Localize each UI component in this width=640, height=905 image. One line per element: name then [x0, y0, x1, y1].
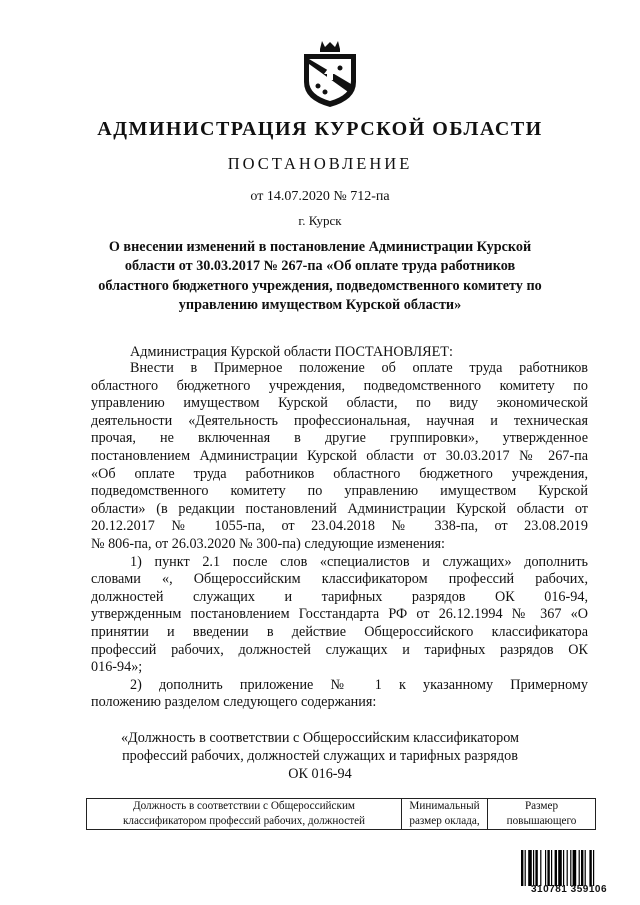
- body-line: должностей служащих и тарифных разрядов ОК 016-94,: [91, 589, 588, 605]
- body-line: утвержденным постановлением Госстандарта РФ от 26.12.1994 № 367 «О: [91, 606, 588, 622]
- body-line: профессий рабочих, должностей служащих и тарифных разрядов ОК: [91, 642, 588, 658]
- table-header-min-salary: Минимальный размер оклада,: [402, 799, 488, 830]
- document-date-number: от 14.07.2020 № 712-па: [250, 189, 390, 204]
- document-title: [0, 238, 640, 315]
- body-line: областного бюджетного учреждения, подведомственного комитету по: [91, 378, 588, 394]
- section-heading-line: профессий рабочих, должностей служащих и тарифных разрядов: [122, 748, 518, 764]
- section-heading-line: ОК 016-94: [288, 766, 352, 782]
- body-line: № 806-па, от 26.03.2020 № 300-па) следующие изменения:: [91, 536, 445, 552]
- body-line: области» (в редакции постановлений Администрации Курской области от: [91, 501, 588, 517]
- body-line: словами «, Общероссийским классификатором профессий рабочих,: [91, 571, 588, 587]
- body-line: принятии и введении в действие Общероссийского классификатора: [91, 624, 588, 640]
- barcode-number: 310781 359106: [530, 884, 608, 895]
- table-header-row: [87, 799, 596, 830]
- barcode-image: [521, 850, 617, 886]
- document-city: г. Курск: [298, 213, 342, 228]
- intro-paragraph: Администрация Курской области ПОСТАНОВЛЯЕТ:: [130, 344, 453, 360]
- body-line: подведомственного комитету по управлению имуществом Курской: [91, 483, 588, 499]
- body-line: положению разделом следующего содержания:: [91, 694, 377, 710]
- body-line: «Об оплате труда работников областного бюджетного учреждения,: [91, 466, 588, 482]
- salary-table: [86, 798, 596, 830]
- body-line: управлению имуществом Курской области, по виду экономической: [91, 395, 588, 411]
- body-line: 1) пункт 2.1 после слов «специалистов и служащих» дополнить: [130, 554, 588, 570]
- body-line: Внести в Примерное положение об оплате труда работников: [130, 360, 588, 376]
- body-line: 20.12.2017 № 1055-па, от 23.04.2018 № 338-па, от 23.08.2019: [91, 518, 588, 534]
- document-type: ПОСТАНОВЛЕНИЕ: [227, 154, 413, 173]
- organization-name: АДМИНИСТРАЦИЯ КУРСКОЙ ОБЛАСТИ: [97, 118, 543, 140]
- title-line: области от 30.03.2017 № 267-па «Об оплате труда работников: [124, 258, 516, 275]
- body-line: прочая, не включенная в другие группировки», утвержденное: [91, 430, 588, 446]
- body-line: деятельности «Деятельность профессиональная, научная и техническая: [91, 413, 588, 429]
- title-line: О внесении изменений в постановление Администрации Курской: [108, 239, 532, 255]
- table-header-coefficient: Размер повышающего: [488, 799, 596, 830]
- section-heading-line: «Должность в соответствии с Общероссийским классификатором: [120, 730, 520, 746]
- body-line: постановлением Администрации Курской области от 30.03.2017 № 267-па: [91, 448, 588, 464]
- title-line: областного бюджетного учреждения, подведомственного комитету по: [98, 277, 542, 294]
- coat-of-arms-emblem: [300, 38, 360, 108]
- body-line: 016-94»;: [91, 659, 143, 675]
- body-line: 2) дополнить приложение № 1 к указанному Примерному: [130, 677, 588, 693]
- title-line: управлению имуществом Курской области»: [178, 296, 462, 313]
- table-header-position: Должность в соответствии с Общероссийским классификатором профессий рабочих, должностей: [87, 799, 402, 830]
